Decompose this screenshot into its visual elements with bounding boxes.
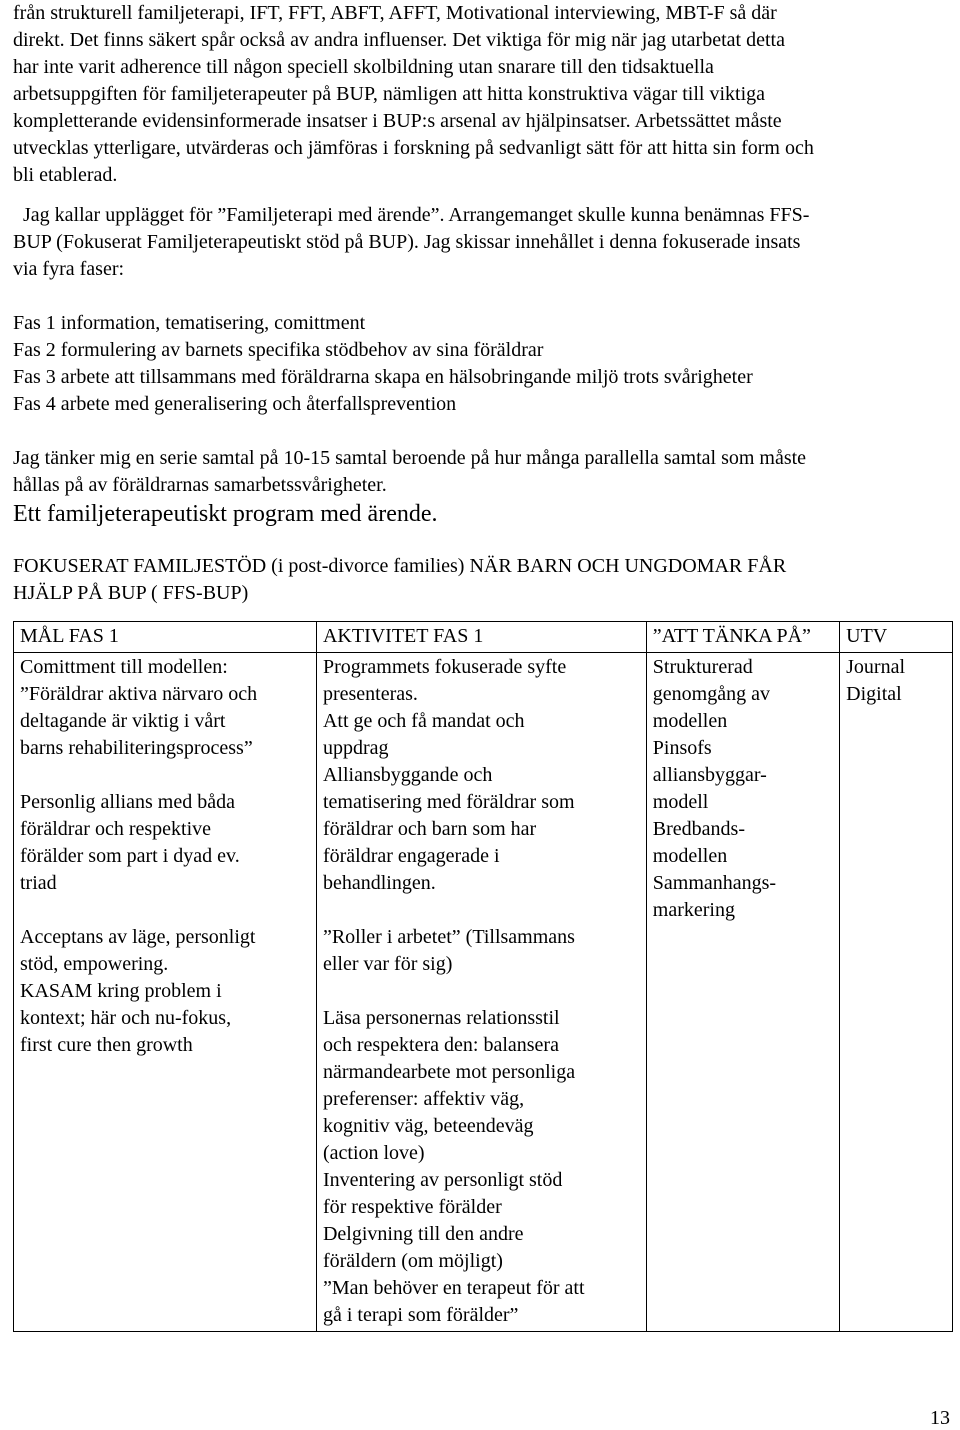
- goal-block: [20, 654, 310, 762]
- approach-line: Jag kallar upplägget för ”Familjeterapi med ärende”. Arrangemanget skulle kunna benämnas FFS-: [13, 204, 810, 226]
- cell-line: Programmets fokuserade syfte: [322, 656, 567, 678]
- consider-cell: [646, 653, 839, 1332]
- cell-line: modell: [652, 791, 709, 813]
- cell-line: föräldern (om möjligt): [322, 1250, 503, 1272]
- cell-line: modellen: [652, 845, 728, 867]
- caps-heading: [13, 553, 953, 607]
- cell-line: Sammanhangs-: [652, 872, 777, 894]
- cell-line: markering: [652, 899, 735, 921]
- activity-block: [323, 654, 640, 897]
- cell-line: Acceptans av läge, personligt: [20, 926, 256, 948]
- intro-paragraph: [13, 0, 953, 189]
- cell-line: genomgång av: [652, 683, 770, 705]
- header-consider: ”ATT TÄNKA PÅ”: [646, 622, 839, 653]
- cell-line: ”Roller i arbetet” (Tillsammans: [322, 926, 575, 948]
- goal-block: [20, 924, 310, 1059]
- caps-heading-line: FOKUSERAT FAMILJESTÖD (i post-divorce families) NÄR BARN OCH UNGDOMAR FÅR: [13, 555, 787, 577]
- cell-line: alliansbyggar-: [652, 764, 767, 786]
- cell-line: Comittment till modellen:: [20, 656, 228, 678]
- goal-cell: [14, 653, 317, 1332]
- table-row: [14, 653, 953, 1332]
- intro-line: kompletterande evidensinformerade insatser i BUP:s arsenal av hjälpinsatser. Arbetssättet måste: [13, 110, 782, 132]
- approach-line: via fyra faser:: [13, 258, 125, 280]
- activity-block: [323, 924, 640, 978]
- cell-line: barns rehabiliteringsprocess”: [20, 737, 253, 759]
- document-page: [13, 0, 953, 1332]
- program-table: [13, 621, 953, 1332]
- cell-line: Bredbands-: [652, 818, 745, 840]
- evaluation-cell: [840, 653, 953, 1332]
- cell-line: Att ge och få mandat och: [322, 710, 525, 732]
- header-evaluation: UTV: [840, 622, 953, 653]
- cell-line: Digital: [846, 683, 902, 705]
- cell-line: tematisering med föräldrar som: [322, 791, 575, 813]
- phase-item: Fas 3 arbete att tillsammans med föräldrarna skapa en hälsobringande miljö trots svårigheter: [13, 366, 753, 388]
- activity-cell: [316, 653, 646, 1332]
- cell-line: förälder som part i dyad ev.: [20, 845, 240, 867]
- caps-heading-line: HJÄLP PÅ BUP ( FFS-BUP): [13, 582, 249, 604]
- page-number: 13: [930, 1407, 950, 1429]
- intro-line: bli etablerad.: [13, 164, 118, 186]
- sessions-line: Jag tänker mig en serie samtal på 10-15 samtal beroende på hur många parallella samtal som måste: [13, 447, 807, 469]
- cell-line: KASAM kring problem i: [20, 980, 222, 1002]
- phase-item: Fas 1 information, tematisering, comittment: [13, 312, 366, 334]
- cell-line: gå i terapi som förälder”: [322, 1304, 519, 1326]
- cell-line: deltagande är viktig i vårt: [20, 710, 226, 732]
- cell-line: föräldrar och barn som har: [322, 818, 537, 840]
- activity-block: [323, 1005, 640, 1329]
- sessions-paragraph: [13, 445, 953, 499]
- cell-line: närmandearbete mot personliga: [322, 1061, 576, 1083]
- cell-line: preferenser: affektiv väg,: [322, 1088, 525, 1110]
- cell-line: Läsa personernas relationsstil: [322, 1007, 560, 1029]
- cell-line: Strukturerad: [652, 656, 753, 678]
- cell-line: Delgivning till den andre: [322, 1223, 524, 1245]
- sessions-line: hållas på av föräldrarnas samarbetssvårigheter.: [13, 474, 387, 496]
- cell-line: för respektive förälder: [322, 1196, 502, 1218]
- approach-line: BUP (Fokuserat Familjeterapeutiskt stöd på BUP). Jag skissar innehållet i denna fokuserade insats: [13, 231, 801, 253]
- intro-line: arbetsuppgiften för familjeterapeuter på BUP, nämligen att hitta konstruktiva vägar till viktiga: [13, 83, 766, 105]
- cell-line: Pinsofs: [652, 737, 712, 759]
- intro-line: direkt. Det finns säkert spår också av andra influenser. Det viktiga för mig när jag utarbetat detta: [13, 29, 785, 51]
- cell-line: kontext; här och nu-fokus,: [20, 1007, 232, 1029]
- cell-line: triad: [20, 872, 57, 894]
- cell-line: och respektera den: balansera: [322, 1034, 559, 1056]
- cell-line: föräldrar engagerade i: [322, 845, 500, 867]
- cell-line: presenteras.: [322, 683, 418, 705]
- cell-line: kognitiv väg, beteendeväg: [322, 1115, 534, 1137]
- phase-item: Fas 2 formulering av barnets specifika stödbehov av sina föräldrar: [13, 339, 544, 361]
- approach-paragraph: [13, 202, 953, 283]
- cell-line: Alliansbyggande och: [322, 764, 493, 786]
- cell-line: first cure then growth: [20, 1034, 193, 1056]
- cell-line: stöd, empowering.: [20, 953, 169, 975]
- cell-line: Personlig allians med båda: [20, 791, 235, 813]
- cell-line: (action love): [322, 1142, 425, 1164]
- cell-line: uppdrag: [322, 737, 389, 759]
- goal-block: [20, 789, 310, 897]
- cell-line: modellen: [652, 710, 728, 732]
- phase-item: Fas 4 arbete med generalisering och återfallsprevention: [13, 393, 457, 415]
- table-header-row: [14, 622, 953, 653]
- intro-line: utvecklas ytterligare, utvärderas och jämföras i forskning på sedvanligt sätt för att hitta sin form och: [13, 137, 814, 159]
- cell-line: ”Föräldrar aktiva närvaro och: [20, 683, 258, 705]
- cell-line: Journal: [846, 656, 906, 678]
- intro-line: från strukturell familjeterapi, IFT, FFT, ABFT, AFFT, Motivational interviewing, MBT-F så där: [13, 2, 777, 24]
- cell-line: föräldrar och respektive: [20, 818, 212, 840]
- header-activity: AKTIVITET FAS 1: [316, 622, 646, 653]
- phase-list: [13, 310, 953, 418]
- program-heading: Ett familjeterapeutiskt program med ärende.: [13, 501, 438, 527]
- cell-line: Inventering av personligt stöd: [322, 1169, 563, 1191]
- cell-line: ”Man behöver en terapeut för att: [322, 1277, 585, 1299]
- cell-line: behandlingen.: [322, 872, 436, 894]
- intro-line: har inte varit adherence till någon speciell skolbildning utan snarare till den tidsaktuella: [13, 56, 714, 78]
- cell-line: eller var för sig): [322, 953, 453, 975]
- header-goal: MÅL FAS 1: [14, 622, 317, 653]
